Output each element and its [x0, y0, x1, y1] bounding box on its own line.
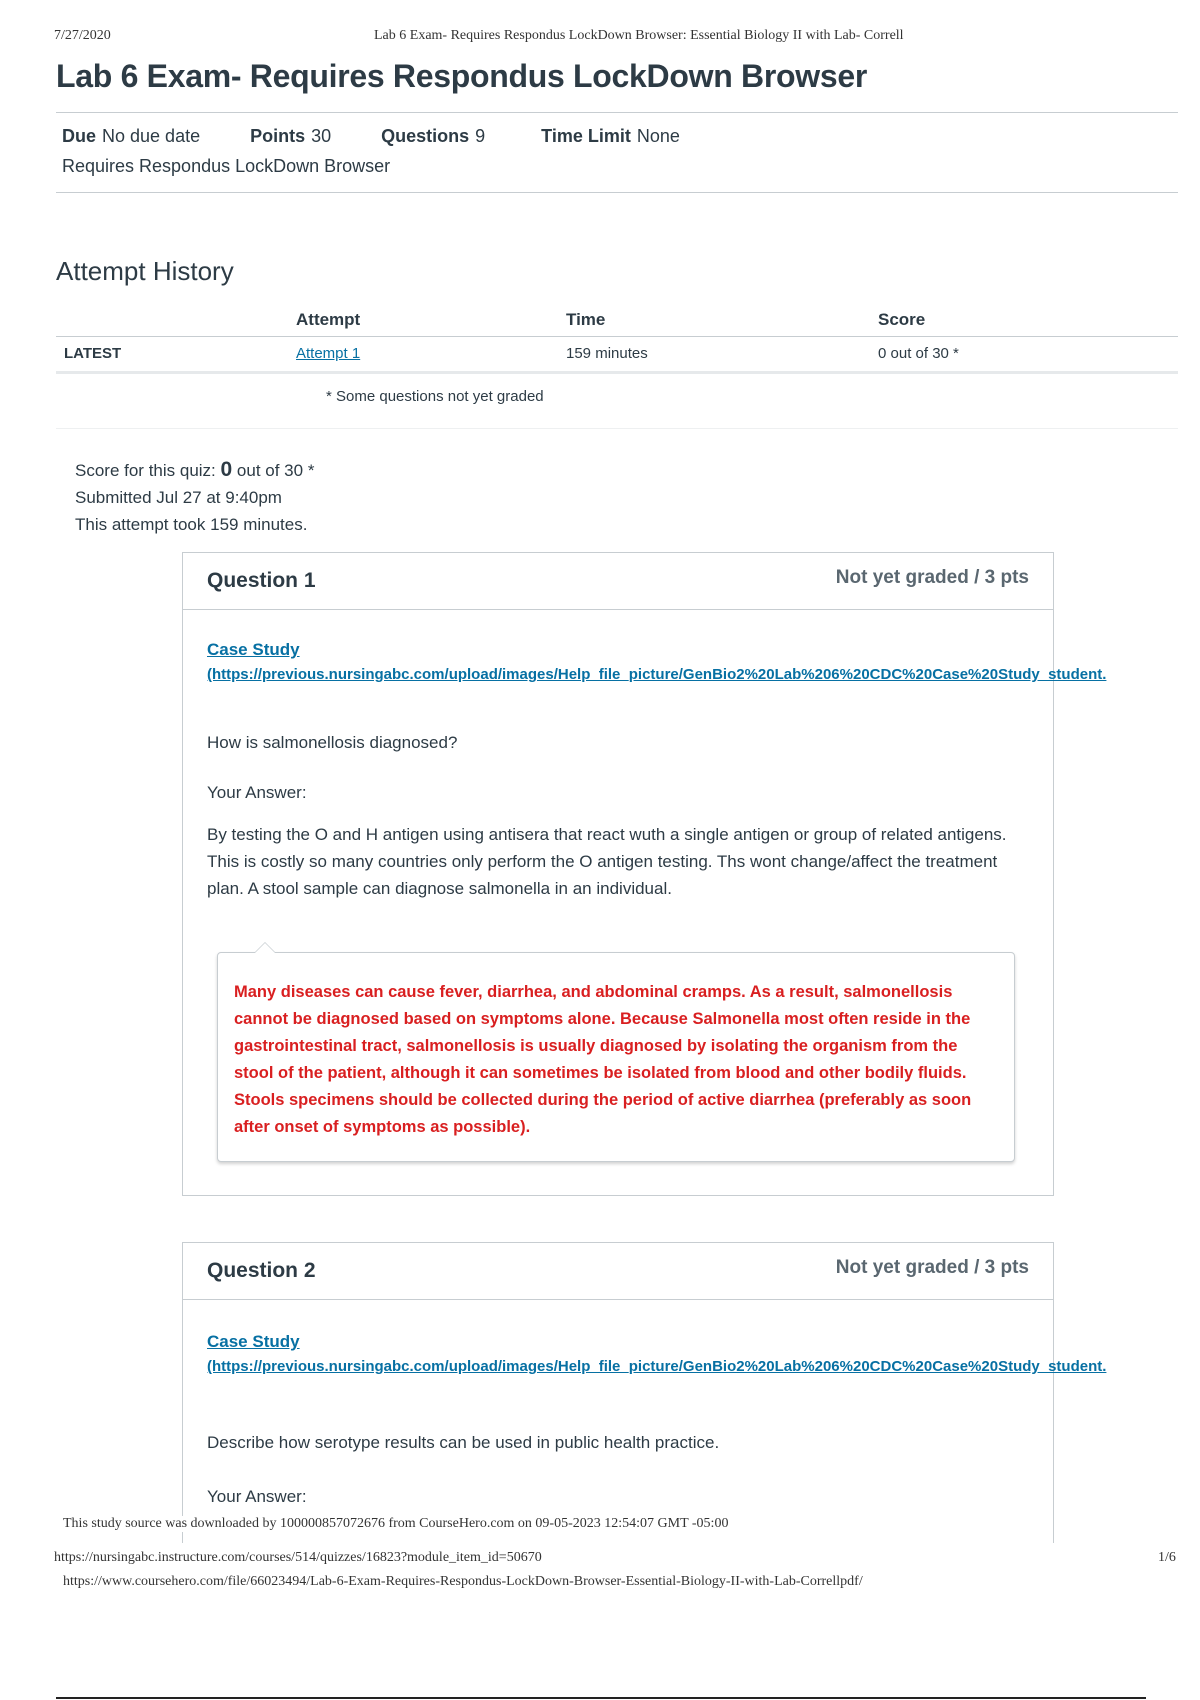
- attempt-history-table: [56, 302, 1178, 374]
- divider: [56, 112, 1178, 113]
- quiz-score: Score for this quiz: 0 out of 30 *: [75, 458, 315, 481]
- divider: [56, 1697, 1146, 1699]
- question-header: [183, 553, 1053, 610]
- latest-tag: LATEST: [64, 345, 122, 362]
- source-note: This study source was downloaded by 100000857072676 from CourseHero.com on 09-05-2023 12:54:07 GMT -05:00: [63, 1516, 729, 1531]
- your-answer-label: Your Answer:: [207, 783, 307, 802]
- case-study-url-link[interactable]: (https://previous.nursingabc.com/upload/images/Help_file_picture/GenBio2%20Lab%206%20CDC%20Case%20Study_student.: [207, 1358, 1107, 1375]
- column-header-score: Score: [878, 310, 926, 329]
- due-field: Due No due date: [62, 126, 201, 146]
- submitted-time: Submitted Jul 27 at 9:40pm: [75, 488, 282, 507]
- time-limit-field: Time Limit None: [541, 126, 680, 146]
- column-header-attempt: Attempt: [296, 310, 361, 329]
- your-answer-label: Your Answer:: [207, 1487, 307, 1506]
- table-row: [56, 337, 1178, 374]
- points-field: Points 30: [250, 126, 332, 146]
- page-number: 1/6: [1158, 1550, 1176, 1565]
- column-header-time: Time: [566, 310, 606, 329]
- print-date: 7/27/2020: [54, 28, 111, 43]
- question-body: [183, 610, 1107, 1196]
- question-prompt: How is salmonellosis diagnosed?: [207, 733, 458, 752]
- case-study-url-link[interactable]: (https://previous.nursingabc.com/upload/images/Help_file_picture/GenBio2%20Lab%206%20CDC%20Case%20Study_student.: [207, 666, 1107, 683]
- question-card: [182, 552, 1107, 1196]
- grading-footnote: * Some questions not yet graded: [326, 388, 544, 405]
- comment-text: Many diseases can cause fever, diarrhea, and abdominal cramps. As a result, salmonellosis cannot be diagnosed based on symptoms alone. Because Salmonella most often reside in the gastrointestinal tract, salmonellosis is usually diagnosed by isolating the organism from the stool of the patient, although it can sometimes be isolated from blood and other bodily fluids. Stools specimens should be collected during the period of active diarrhea (preferably as soon after onset of symptoms as possible).: [234, 983, 972, 1136]
- table-header: [56, 302, 1178, 337]
- attempt-duration: This attempt took 159 minutes.: [75, 515, 308, 534]
- answer-text: By testing the O and H antigen using antisera that react wuth a single antigen or group of related antigens. This is costly so many countries only perform the O antigen testing. Ths wont change/affect the treatment plan. A stool sample can diagnose salmonella in an individual.: [207, 825, 1007, 898]
- quiz-details: [62, 126, 730, 177]
- question-card: [182, 1242, 1107, 1543]
- question-title: Question 2: [207, 1259, 316, 1282]
- coursehero-url: https://www.coursehero.com/file/66023494/Lab-6-Exam-Requires-Respondus-LockDown-Browser-Essential-Biology-II-with-Lab-Correllpdf/: [63, 1574, 863, 1589]
- lockdown-requirement: Requires Respondus LockDown Browser: [62, 156, 391, 176]
- attempt-history-title: Attempt History: [56, 256, 234, 286]
- case-study-link[interactable]: Case Study: [207, 640, 300, 659]
- question-title: Question 1: [207, 569, 316, 592]
- question-points: Not yet graded / 3 pts: [835, 1257, 1029, 1278]
- question-points: Not yet graded / 3 pts: [835, 567, 1029, 588]
- page-url: https://nursingabc.instructure.com/courses/514/quizzes/16823?module_item_id=50670: [54, 1550, 542, 1565]
- page-title: Lab 6 Exam- Requires Respondus LockDown Browser: [56, 58, 867, 94]
- question-prompt: Describe how serotype results can be used in public health practice.: [207, 1433, 720, 1452]
- divider: [56, 192, 1178, 193]
- case-study-link[interactable]: Case Study: [207, 1332, 300, 1351]
- print-header: [54, 28, 1090, 46]
- questions-field: Questions 9: [381, 126, 486, 146]
- attempt-time: 159 minutes: [566, 345, 648, 362]
- attempt-link[interactable]: Attempt 1: [296, 345, 361, 362]
- question-body: [183, 1300, 1107, 1521]
- instructor-comment: [217, 952, 1015, 1162]
- question-header: [183, 1243, 1053, 1300]
- score-summary: [75, 456, 314, 538]
- attempt-score: 0 out of 30 *: [878, 345, 959, 362]
- print-title: Lab 6 Exam- Requires Respondus LockDown Browser: Essential Biology II with Lab- Correll: [374, 28, 904, 43]
- divider: [56, 428, 1178, 429]
